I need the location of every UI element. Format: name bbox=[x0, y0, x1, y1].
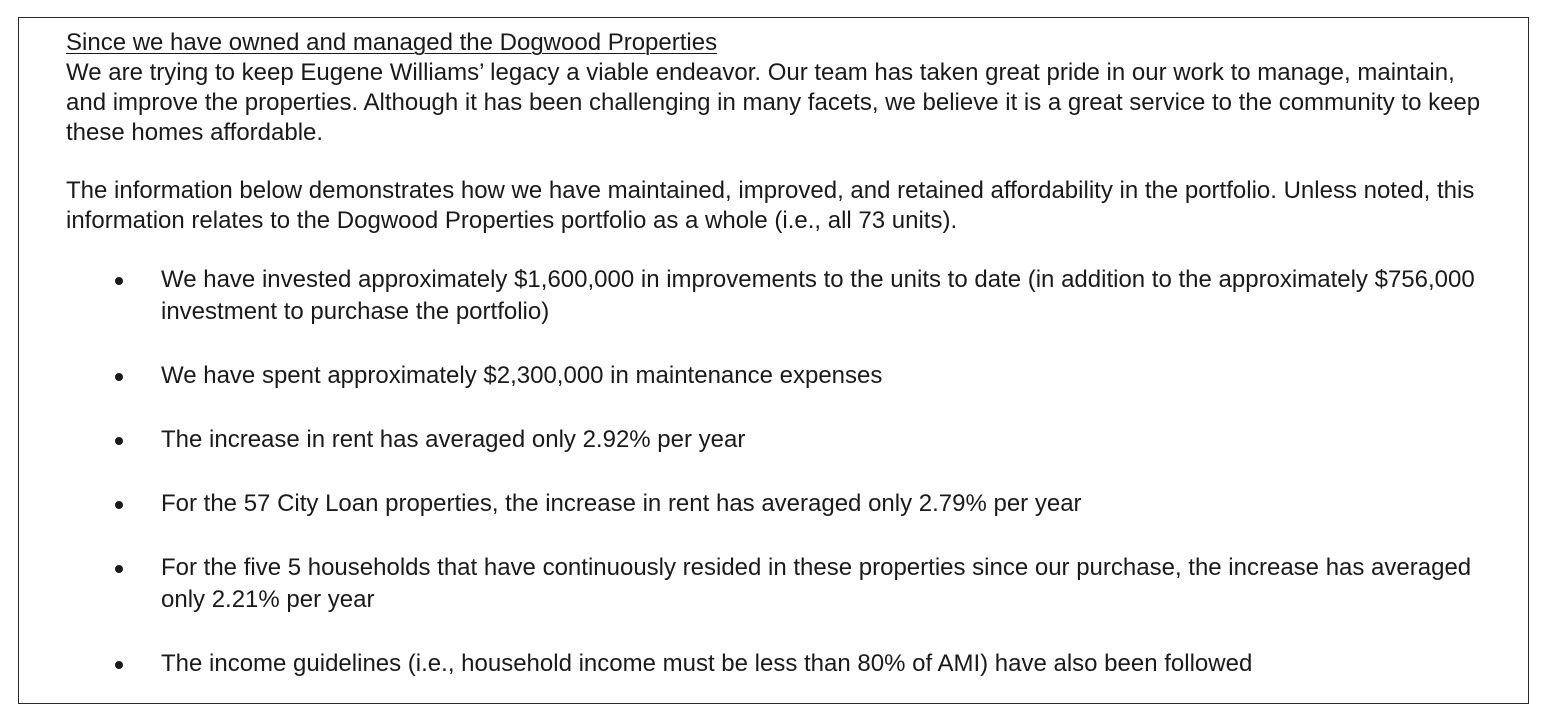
list-item-text: We have invested approximately $1,600,000 in improvements to the units to date (in addition to the approximately $756,000 investment to purchase the portfolio) bbox=[161, 266, 1475, 325]
bullet-icon bbox=[115, 373, 123, 381]
list-item bbox=[66, 424, 1486, 456]
list-item-text: The income guidelines (i.e., household income must be less than 80% of AMI) have also been followed bbox=[161, 650, 1253, 677]
bullet-icon bbox=[115, 565, 123, 573]
list-item-text: We have spent approximately $2,300,000 in maintenance expenses bbox=[161, 362, 883, 389]
bullet-icon bbox=[115, 501, 123, 509]
list-item bbox=[66, 264, 1486, 328]
bullet-icon bbox=[115, 277, 123, 285]
list-item bbox=[66, 648, 1486, 680]
document-content bbox=[66, 28, 1486, 712]
list-item-text: For the 57 City Loan properties, the increase in rent has averaged only 2.79% per year bbox=[161, 490, 1082, 517]
intro-paragraph: We are trying to keep Eugene Williams’ legacy a viable endeavor. Our team has taken great pride in our work to manage, maintain, and improve the properties. Although it has been challenging in many facets, we believe it is a great service to the community to keep these homes affordable. bbox=[66, 59, 1481, 146]
bullet-icon bbox=[115, 437, 123, 445]
list-item-text: For the five 5 households that have continuously resided in these properties since our purchase, the increase has averaged only 2.21% per year bbox=[161, 554, 1472, 613]
section-heading: Since we have owned and managed the Dogwood Properties bbox=[66, 29, 718, 56]
list-item bbox=[66, 488, 1486, 520]
list-item bbox=[66, 552, 1486, 616]
list-item bbox=[66, 360, 1486, 392]
document-frame bbox=[18, 17, 1529, 704]
bullet-list bbox=[66, 264, 1486, 680]
list-item-text: The increase in rent has averaged only 2.92% per year bbox=[161, 426, 746, 453]
bullet-icon bbox=[115, 661, 123, 669]
info-paragraph: The information below demonstrates how we have maintained, improved, and retained affordability in the portfolio. Unless noted, this information relates to the Dogwood Properties portfolio as a whole (i.e., all 73 units). bbox=[66, 177, 1475, 234]
